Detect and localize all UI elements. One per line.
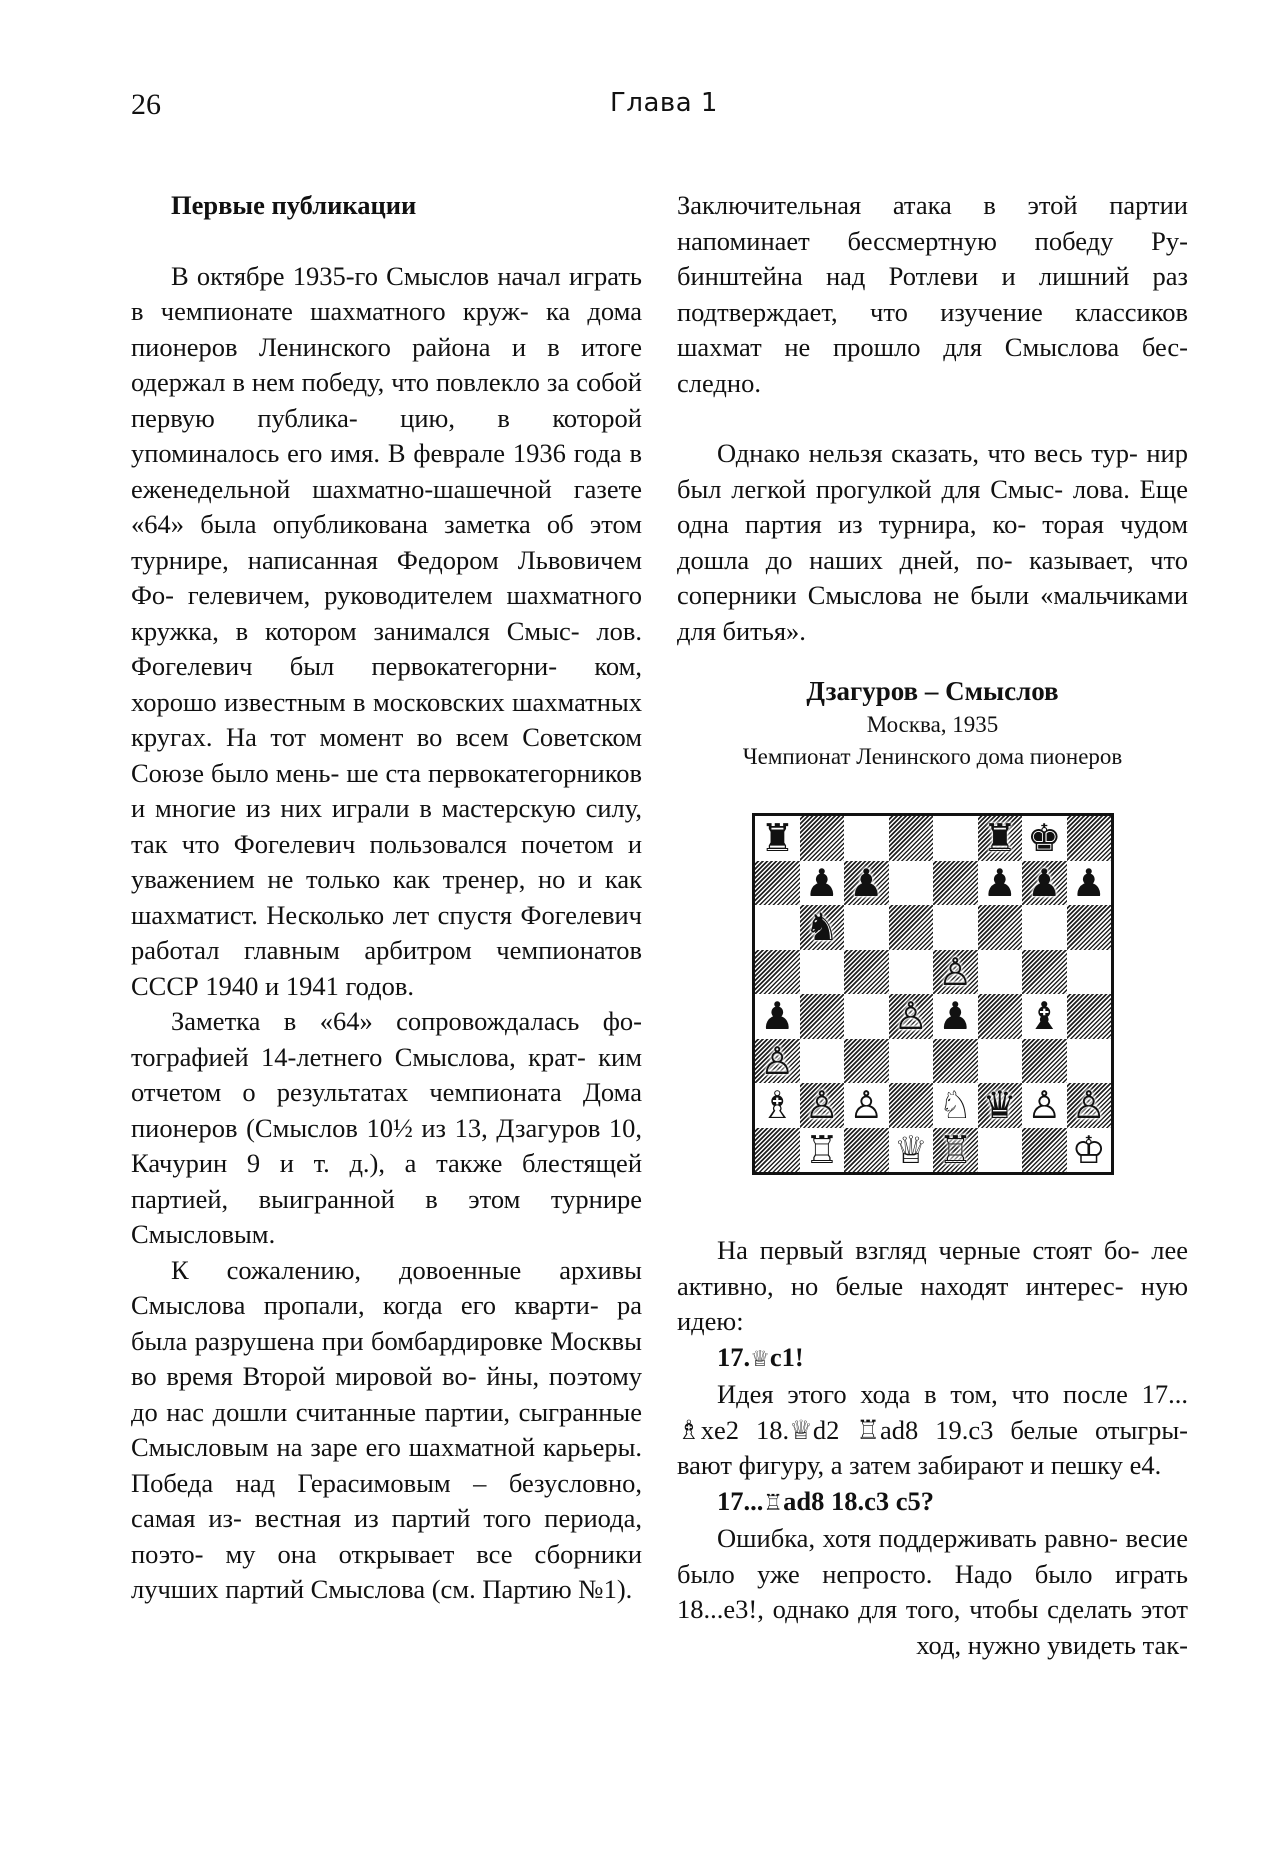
text-line: тографией 14-летнего Смыслова, крат- (131, 1041, 586, 1072)
black-knight-icon: ♞ (804, 905, 839, 950)
white-rook-icon: ♖ (804, 1127, 839, 1172)
square-b8 (800, 816, 845, 861)
white-pawn-icon: ♙ (1027, 1083, 1062, 1128)
square-c5 (844, 950, 889, 995)
square-h3 (1067, 1039, 1112, 1084)
text-line: сделать этот ход, нужно увидеть так- (916, 1594, 1189, 1660)
black-king-icon: ♚ (1027, 816, 1062, 861)
text-line: Заметка в «64» сопровождалась фо- (171, 1006, 642, 1036)
text-line: e4. (1129, 1450, 1162, 1480)
black-pawn-icon: ♟ (849, 860, 884, 905)
black-rook-icon: ♜ (982, 816, 1017, 861)
text-line: бинштейна над Ротлеви и лишний раз (677, 261, 1188, 291)
text-line: цию, в которой упоминалось его имя. (131, 402, 642, 468)
square-g3 (1022, 1039, 1067, 1084)
square-b4 (800, 994, 845, 1039)
text-line: турнире Смысловым. (131, 1183, 643, 1249)
white-pawn-icon: ♙ (938, 949, 973, 994)
square-h7 (1067, 861, 1112, 906)
text-line: Герасимовым – безусловно, самая из- (131, 1467, 643, 1533)
paragraph-first-publications (131, 259, 642, 1005)
square-a3 (755, 1039, 800, 1084)
text-line: В феврале 1936 года в еженедельной (131, 438, 642, 504)
text-line: напоминает бессмертную победу Ру- (677, 225, 1188, 256)
square-d5 (889, 950, 934, 995)
white-pawn-icon: ♙ (1071, 1083, 1106, 1128)
white-pawn-icon: ♙ (849, 1083, 884, 1128)
text-line: му она открывает все сборники лучших (131, 1538, 642, 1604)
text-line: из них играли в мастерскую силу, так (131, 793, 642, 859)
text-line: Фогелевич работал главным арбитром (131, 899, 643, 965)
square-e6 (933, 905, 978, 950)
square-g6 (1022, 905, 1067, 950)
text-line: подтверждает, что изучение классиков (677, 296, 1188, 327)
square-e7 (933, 861, 978, 906)
square-h5 (1067, 950, 1112, 995)
text-line: гелевичем, руководителем шахматного (187, 580, 642, 610)
square-e5 (933, 950, 978, 995)
text-line: ше ста первокатегорников и многие (131, 757, 643, 823)
square-f6 (978, 905, 1023, 950)
square-d7 (889, 861, 934, 906)
black-pawn-icon: ♟ (760, 994, 795, 1039)
square-g5 (1022, 950, 1067, 995)
black-pawn-icon: ♟ (1027, 860, 1062, 905)
square-c8 (844, 816, 889, 861)
black-bishop-icon: ♝ (1027, 994, 1062, 1039)
square-f7 (978, 861, 1023, 906)
square-f4 (978, 994, 1023, 1039)
text-line: ком, хорошо известным в московских (131, 651, 642, 717)
white-bishop-icon: ♗ (760, 1083, 795, 1128)
square-f8 (978, 816, 1023, 861)
text-line: ким отчетом о результатах чемпионата (131, 1041, 642, 1107)
paragraph-mistake (677, 1521, 1188, 1663)
square-f2 (978, 1083, 1023, 1128)
square-f1 (978, 1128, 1023, 1173)
text-line: ра была разрушена при бомбардировке (131, 1290, 643, 1356)
text-line: вестная из партий того периода, поэто- (131, 1503, 642, 1569)
text-line: Ошибка, хотя поддерживать равно- (717, 1523, 1118, 1553)
text-line: следно. (677, 367, 761, 398)
text-line: были «мальчиками для битья». (677, 580, 1188, 646)
game-place: Москва, 1935 (866, 712, 999, 737)
square-e2 (933, 1083, 978, 1128)
text-line: Заключительная атака в этой партии (677, 190, 1188, 220)
white-rook-icon: ♖ (938, 1127, 973, 1172)
text-line: Идея этого хода в том, что после 17... (717, 1379, 1188, 1409)
text-line: партии, сыгранные Смысловым на заре (131, 1396, 642, 1462)
text-line: шахматных кругах. На тот момент во (131, 686, 642, 752)
text-line: Москвы во время Второй мировой во- (131, 1325, 642, 1391)
square-a1 (755, 1128, 800, 1173)
move-number: 17... (717, 1485, 764, 1516)
square-c1 (844, 1128, 889, 1173)
text-line: лов. Фогелевич был первокатегорни- (131, 615, 642, 681)
square-c3 (844, 1039, 889, 1084)
text-line: йны, поэтому до нас дошли считанные (131, 1361, 643, 1427)
white-pawn-icon: ♙ (760, 1038, 795, 1083)
square-g1 (1022, 1128, 1067, 1173)
square-e1 (933, 1128, 978, 1173)
white-queen-icon: ♕ (893, 1127, 928, 1172)
square-g7 (1022, 861, 1067, 906)
square-a5 (755, 950, 800, 995)
square-f5 (978, 950, 1023, 995)
square-a4 (755, 994, 800, 1039)
square-b2 (800, 1083, 845, 1128)
text-line: его шахматной карьеры. Победа над (131, 1432, 643, 1498)
square-c4 (844, 994, 889, 1039)
square-d4 (889, 994, 934, 1039)
left-column (131, 188, 642, 1608)
text-line: торая чудом дошла до наших дней, по- (677, 509, 1189, 575)
chess-board (755, 816, 1111, 1172)
square-h2 (1067, 1083, 1112, 1128)
move-text: c1! (769, 1341, 804, 1372)
square-b3 (800, 1039, 845, 1084)
square-h1 (1067, 1128, 1112, 1173)
paragraph-archives (131, 1253, 642, 1608)
paragraph-final-attack (677, 188, 1188, 401)
square-f3 (978, 1039, 1023, 1084)
square-b6 (800, 905, 845, 950)
page-number: 26 (131, 88, 161, 121)
text-line: казывает, что соперники Смыслова не (677, 544, 1188, 610)
text-line: чемпионатов СССР 1940 и 1941 годов. (131, 935, 642, 1001)
text-line: Однако нельзя сказать, что весь тур- (717, 438, 1138, 468)
square-d1 (889, 1128, 934, 1173)
text-line: играть в чемпионате шахматного круж- (131, 260, 643, 326)
square-e8 (933, 816, 978, 861)
text-line: вают фигуру, а затем забирают и пешку (677, 1450, 1123, 1480)
text-line: партий Смыслова (см. Партию №1). (225, 1574, 633, 1604)
game-players: Дзагуров – Смыслов (806, 676, 1059, 706)
right-column (677, 188, 1188, 1663)
text-line: кружка, в котором занимался Смыс- (131, 615, 580, 646)
text-line: лее активно, но белые находят интерес- (677, 1235, 1188, 1301)
text-line: На первый взгляд черные стоят бо- (717, 1235, 1140, 1265)
square-b5 (800, 950, 845, 995)
paragraph-tournament (677, 436, 1188, 649)
square-g4 (1022, 994, 1067, 1039)
square-a2 (755, 1083, 800, 1128)
text-line: блестящей партией, выигранной в этом (131, 1148, 643, 1214)
square-e3 (933, 1039, 978, 1084)
square-e4 (933, 994, 978, 1039)
square-d8 (889, 816, 934, 861)
text-line: Дзагуров 10, Качурин 9 и т. д.), а также (131, 1112, 643, 1178)
paragraph-first-look (677, 1233, 1188, 1340)
square-h4 (1067, 994, 1112, 1039)
black-pawn-icon: ♟ (804, 860, 839, 905)
move-17-rad8 (677, 1484, 1188, 1522)
square-g2 (1022, 1083, 1067, 1128)
black-queen-icon: ♛ (982, 1083, 1017, 1128)
square-c6 (844, 905, 889, 950)
game-event: Чемпионат Ленинского дома пионеров (742, 744, 1123, 769)
square-c2 (844, 1083, 889, 1128)
square-a6 (755, 905, 800, 950)
text-line: К сожалению, довоенные архивы (171, 1254, 642, 1285)
text-line: В октябре 1935-го Смыслов начал (171, 260, 561, 291)
text-line: ную идею: (677, 1270, 1189, 1336)
text-line: лова. Еще одна партия из турнира, ко- (677, 473, 1188, 539)
text-line: шахматно-шашечной газете «64» была (131, 473, 642, 539)
text-line: Смыслова пропали, когда его кварти- (131, 1290, 599, 1320)
rook-icon: ♖ (763, 1490, 784, 1516)
text-line: что Фогелевич пользовался почетом и (181, 828, 643, 859)
text-line: ♗xe2 18.♕d2 ♖ad8 19.c3 белые отыгры- (677, 1414, 1188, 1445)
move-number: 17. (717, 1341, 751, 1372)
square-h8 (1067, 816, 1112, 861)
chapter-title: Глава 1 (610, 88, 718, 118)
square-h6 (1067, 905, 1112, 950)
black-rook-icon: ♜ (760, 816, 795, 861)
text-line: ка дома пионеров Ленинского района (131, 296, 642, 362)
square-c7 (844, 861, 889, 906)
black-pawn-icon: ♟ (938, 994, 973, 1039)
text-line: всем Советском Союзе было мень- (131, 722, 642, 788)
text-line: и в итоге одержал в нем победу, что (131, 331, 643, 397)
white-pawn-icon: ♙ (893, 994, 928, 1039)
square-d3 (889, 1039, 934, 1084)
text-line: весие было уже непросто. Надо было (677, 1523, 1189, 1589)
square-d2 (889, 1083, 934, 1128)
queen-icon: ♕ (750, 1346, 770, 1372)
text-line: Дома пионеров (Смыслов 10½ из 13, (131, 1077, 642, 1143)
text-line: нир был легкой прогулкой для Смыс- (677, 438, 1188, 504)
text-line: повлекло за собой первую публика- (131, 367, 642, 433)
chess-diagram (752, 813, 1114, 1175)
square-g8 (1022, 816, 1067, 861)
white-knight-icon: ♘ (938, 1083, 973, 1128)
white-pawn-icon: ♙ (804, 1083, 839, 1128)
page-header (0, 88, 1275, 128)
square-d6 (889, 905, 934, 950)
text-line: как шахматист. Несколько лет спустя (131, 864, 642, 930)
text-line: шахмат не прошло для Смыслова бес- (677, 332, 1188, 362)
move-17-qc1 (677, 1340, 1188, 1378)
square-b7 (800, 861, 845, 906)
section-title: Первые публикации (171, 190, 417, 220)
paragraph-move-idea (677, 1377, 1188, 1484)
text-line: написанная Федором Львовичем Фо- (131, 544, 642, 610)
black-pawn-icon: ♟ (1071, 860, 1106, 905)
game-header (677, 673, 1188, 773)
square-a8 (755, 816, 800, 861)
text-line: играть 18...e3!, однако для того, чтобы (677, 1558, 1188, 1624)
white-king-icon: ♔ (1071, 1127, 1106, 1172)
text-line: опубликована заметка об этом турнире, (131, 509, 643, 575)
square-b1 (800, 1128, 845, 1173)
black-pawn-icon: ♟ (982, 860, 1017, 905)
paragraph-note-64 (131, 1004, 642, 1253)
square-a7 (755, 861, 800, 906)
text-line: уважением не только как тренер, но и (131, 864, 593, 894)
move-text: ad8 18.c3 c5? (783, 1485, 934, 1516)
